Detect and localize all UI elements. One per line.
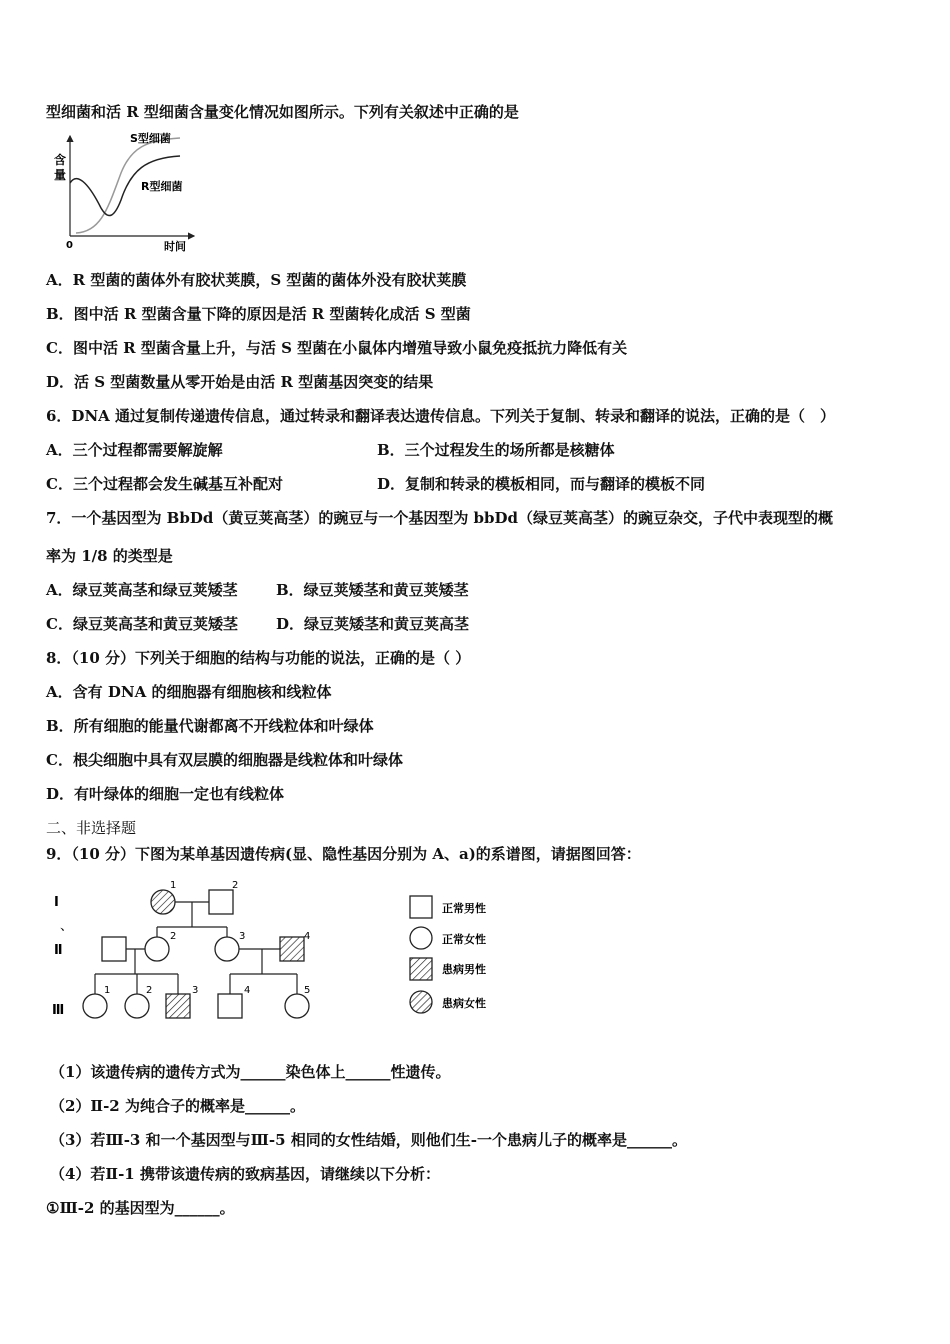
I-1-number: 1	[170, 880, 177, 891]
II-2-number: 2	[170, 931, 177, 942]
gen-label-1-mark: 、	[60, 919, 74, 934]
q9-stem: 9．（10 分）下图为某单基因遗传病(显、隐性基因分别为 A、a)的系谱图，请据图回答：	[46, 845, 641, 863]
gen-label-2: Ⅱ	[54, 943, 63, 958]
bacteria-graph	[46, 128, 206, 253]
q9-sub4: （4）若Ⅱ-1 携带该遗传病的致病基因，请继续以下分析：	[50, 1165, 440, 1183]
I-2-normal-male	[209, 890, 233, 914]
III-1-normal-female	[83, 994, 107, 1018]
q7-stem-line1: 7．一个基因型为 BbDd（黄豆荚高茎）的豌豆与一个基因型为 bbDd（绿豆荚高茎）的豌豆杂交，子代中表现型的概	[46, 509, 834, 527]
II-1-normal-male	[102, 937, 126, 961]
legend-normal-female-symbol	[410, 927, 432, 949]
graph-s-label: S型细菌	[130, 132, 171, 145]
q7-option-c: C．绿豆荚高茎和黄豆荚矮茎	[46, 615, 238, 633]
I-2-number: 2	[232, 880, 239, 891]
q5-option-d: D．活 S 型菌数量从零开始是由活 R 型菌基因突变的结果	[46, 373, 434, 391]
graph-origin: 0	[66, 240, 73, 251]
III-5-normal-female	[285, 994, 309, 1018]
q6-option-d: D．复制和转录的模板相同，而与翻译的模板不同	[377, 475, 706, 493]
legend-normal-female-label: 正常女性	[442, 933, 486, 946]
q6-option-c: C．三个过程都会发生碱基互补配对	[46, 475, 283, 493]
legend-normal-male-symbol	[410, 896, 432, 918]
III-5-number: 5	[304, 985, 311, 996]
q9-sub3: （3）若Ⅲ-3 和一个基因型与Ⅲ-5 相同的女性结婚，则他们生-一个患病儿子的概率是______。	[50, 1131, 687, 1149]
legend-affected-male-symbol	[410, 958, 432, 980]
II-2-normal-female	[145, 937, 169, 961]
q7-option-d: D．绿豆荚矮茎和黄豆荚高茎	[276, 615, 470, 633]
q7-option-a: A．绿豆荚高茎和绿豆荚矮茎	[46, 581, 238, 599]
q8-option-a: A．含有 DNA 的细胞器有细胞核和线粒体	[46, 683, 332, 701]
q8-stem: 8．（10 分）下列关于细胞的结构与功能的说法，正确的是（ ）	[46, 649, 471, 667]
III-3-affected-male	[166, 994, 190, 1018]
q7-option-b: B．绿豆荚矮茎和黄豆荚矮茎	[276, 581, 469, 599]
gen-label-1: Ⅰ	[54, 895, 59, 910]
III-3-number: 3	[192, 985, 199, 996]
III-2-number: 2	[146, 985, 153, 996]
gen-label-3: Ⅲ	[52, 1003, 65, 1018]
III-2-normal-female	[125, 994, 149, 1018]
I-1-affected-female	[151, 890, 175, 914]
q8-option-c: C．根尖细胞中具有双层膜的细胞器是线粒体和叶绿体	[46, 751, 403, 769]
II-3-number: 3	[239, 931, 246, 942]
legend-normal-male-label: 正常男性	[442, 902, 486, 915]
II-4-number: 4	[304, 931, 311, 942]
II-4-affected-male	[280, 937, 304, 961]
legend-affected-female-symbol	[410, 991, 432, 1013]
q9-sub2: （2）Ⅱ-2 为纯合子的概率是______。	[50, 1097, 305, 1115]
graph-r-label: R型细菌	[141, 180, 183, 193]
pedigree-chart	[46, 872, 516, 1027]
III-1-number: 1	[104, 985, 111, 996]
q9-sub1: （1）该遗传病的遗传方式为______染色体上______性遗传。	[50, 1063, 451, 1081]
section-title: 二、非选择题	[46, 819, 137, 837]
q5-option-a: A．R 型菌的菌体外有胶状荚膜，S 型菌的菌体外没有胶状荚膜	[46, 271, 467, 289]
q7-stem-line2: 率为 1/8 的类型是	[46, 547, 173, 565]
graph-xlabel: 时间	[164, 240, 186, 253]
III-4-number: 4	[244, 985, 251, 996]
q6-option-b: B．三个过程发生的场所都是核糖体	[377, 441, 615, 459]
q6-stem: 6．DNA 通过复制传递遗传信息，通过转录和翻译表达遗传信息。下列关于复制、转录和翻译的说法，正确的是（ ）	[46, 407, 836, 425]
q8-option-d: D．有叶绿体的细胞一定也有线粒体	[46, 785, 285, 803]
legend-affected-male-label: 患病男性	[442, 963, 486, 976]
q9-sub4-1: ①Ⅲ-2 的基因型为______。	[46, 1199, 235, 1217]
q5-option-b: B．图中活 R 型菌含量下降的原因是活 R 型菌转化成活 S 型菌	[46, 305, 471, 323]
q5-option-c: C．图中活 R 型菌含量上升，与活 S 型菌在小鼠体内增殖导致小鼠免疫抵抗力降低有关	[46, 339, 628, 357]
q8-option-b: B．所有细胞的能量代谢都离不开线粒体和叶绿体	[46, 717, 374, 735]
graph-ylabel-1: 含	[54, 153, 67, 167]
q5-stem-tail: 型细菌和活 R 型细菌含量变化情况如图所示。下列有关叙述中正确的是	[46, 103, 519, 121]
II-3-normal-female	[215, 937, 239, 961]
graph-ylabel-2: 量	[54, 168, 67, 182]
q6-option-a: A．三个过程都需要解旋解	[46, 441, 223, 459]
III-4-normal-male	[218, 994, 242, 1018]
legend-affected-female-label: 患病女性	[442, 997, 486, 1010]
